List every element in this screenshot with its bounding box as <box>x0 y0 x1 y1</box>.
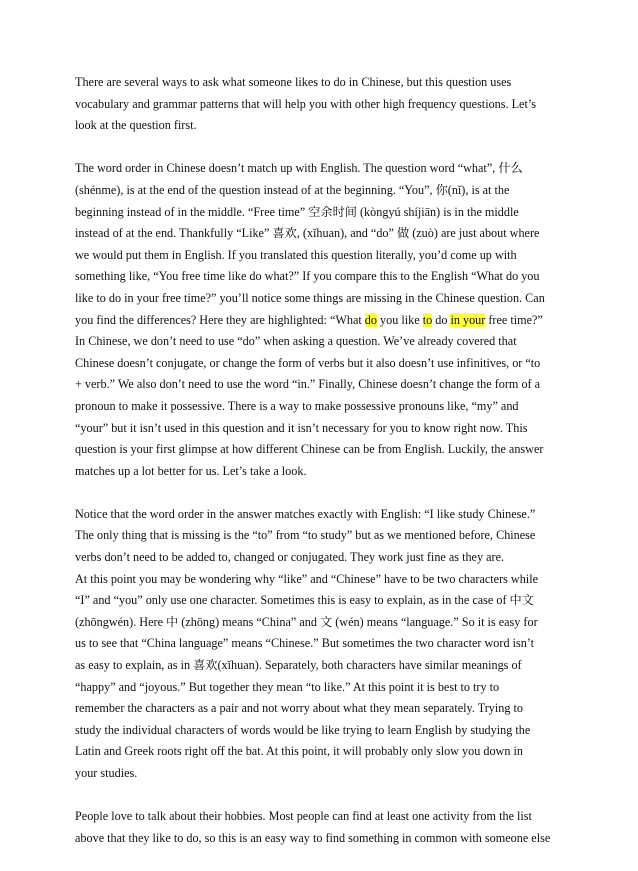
paragraph-intro <box>75 72 567 137</box>
document-page <box>75 72 567 871</box>
text-line: vocabulary and grammar patterns that will help you with other high frequency questions. Let’s <box>75 96 536 111</box>
text-line: remember the characters as a pair and not worry about what they mean separately. Trying to <box>75 701 523 716</box>
text-line: question is your first glimpse at how different Chinese can be from English. Luckily, the answer <box>75 442 544 457</box>
highlighted-word: in your <box>450 312 486 327</box>
text-line: “your” but it isn’t used in this question and it isn’t necessary for you to know right now. This <box>75 420 528 435</box>
text-line: The word order in Chinese doesn’t match up with English. The question word “what”, 什么 <box>75 161 523 176</box>
text-segment: free time?” <box>485 312 543 327</box>
text-line: something like, “You free time like do what?” If you compare this to the English “What do you <box>75 269 540 284</box>
highlighted-text-line <box>75 310 567 332</box>
paragraph-word-order <box>75 158 567 482</box>
text-line: pronoun to make it possessive. There is a way to make possessive pronouns like, “my” and <box>75 398 519 413</box>
text-line: + verb.” We also don’t need to use the word “in.” Finally, Chinese doesn’t change the form of a <box>75 377 541 392</box>
text-line: instead of at the end. Thankfully “Like” 喜欢, (xǐhuan), and “do” 做 (zuò) are just about where <box>75 226 540 241</box>
highlighted-word: to <box>422 312 433 327</box>
text-line: (shénme), is at the end of the question instead of at the beginning. “You”, 你(nǐ), is at the <box>75 182 510 197</box>
text-line: as easy to explain, as in 喜欢(xǐhuan). Separately, both characters have similar meanings of <box>75 658 522 673</box>
paragraph-answer <box>75 504 567 785</box>
paragraph-hobbies <box>75 806 567 849</box>
text-line: “I” and “you” only use one character. Sometimes this is easy to explain, as in the case of 中文 <box>75 593 534 608</box>
text-line: Chinese doesn’t conjugate, or change the form of verbs but it also doesn’t use infinitives, or “to <box>75 355 541 370</box>
text-segment: you like <box>376 312 423 327</box>
text-line: like to do in your free time?” you’ll notice some things are missing in the Chinese question. Can <box>75 290 545 305</box>
text-line: your studies. <box>75 766 138 780</box>
text-line: (zhōngwén). Here 中 (zhōng) means “China” and 文 (wén) means “language.” So it is easy for <box>75 614 538 629</box>
text-line: In Chinese, we don’t need to use “do” when asking a question. We’ve already covered that <box>75 334 517 349</box>
text-line: “happy” and “joyous.” But together they mean “to like.” At this point it is best to try to <box>75 679 500 694</box>
text-line: The only thing that is missing is the “to” from “to study” but as we mentioned before, Chinese <box>75 528 536 543</box>
text-line: look at the question first. <box>75 118 197 133</box>
text-line: verbs don’t need to be added to, changed or conjugated. They work just fine as they are. <box>75 550 505 565</box>
text-line: us to see that “China language” means “Chinese.” But sometimes the two character word isn’t <box>75 636 535 651</box>
text-line: we would put them in English. If you translated this question literally, you’d come up with <box>75 247 517 262</box>
text-line: study the individual characters of words would be like trying to learn English by studying the <box>75 722 531 737</box>
highlighted-word: do <box>364 312 377 327</box>
text-line: above that they like to do, so this is an easy way to find something in common with someone else <box>75 830 551 845</box>
text-line: Latin and Greek roots right off the bat. At this point, it will probably only slow you down in <box>75 744 523 759</box>
text-line: Notice that the word order in the answer matches exactly with English: “I like study Chinese.” <box>75 506 536 521</box>
text-line: matches up a lot better for us. Let’s take a look. <box>75 463 307 478</box>
text-segment: you find the differences? Here they are highlighted: “What <box>75 312 365 327</box>
text-segment: do <box>432 312 451 327</box>
text-line: There are several ways to ask what someone likes to do in Chinese, but this question uses <box>75 75 512 89</box>
text-line: People love to talk about their hobbies. Most people can find at least one activity from the list <box>75 809 532 824</box>
text-line: At this point you may be wondering why “like” and “Chinese” have to be two characters while <box>75 571 538 586</box>
text-line: beginning instead of in the middle. “Free time” 空余时间 (kòngyú shíjiān) is in the middle <box>75 204 519 219</box>
